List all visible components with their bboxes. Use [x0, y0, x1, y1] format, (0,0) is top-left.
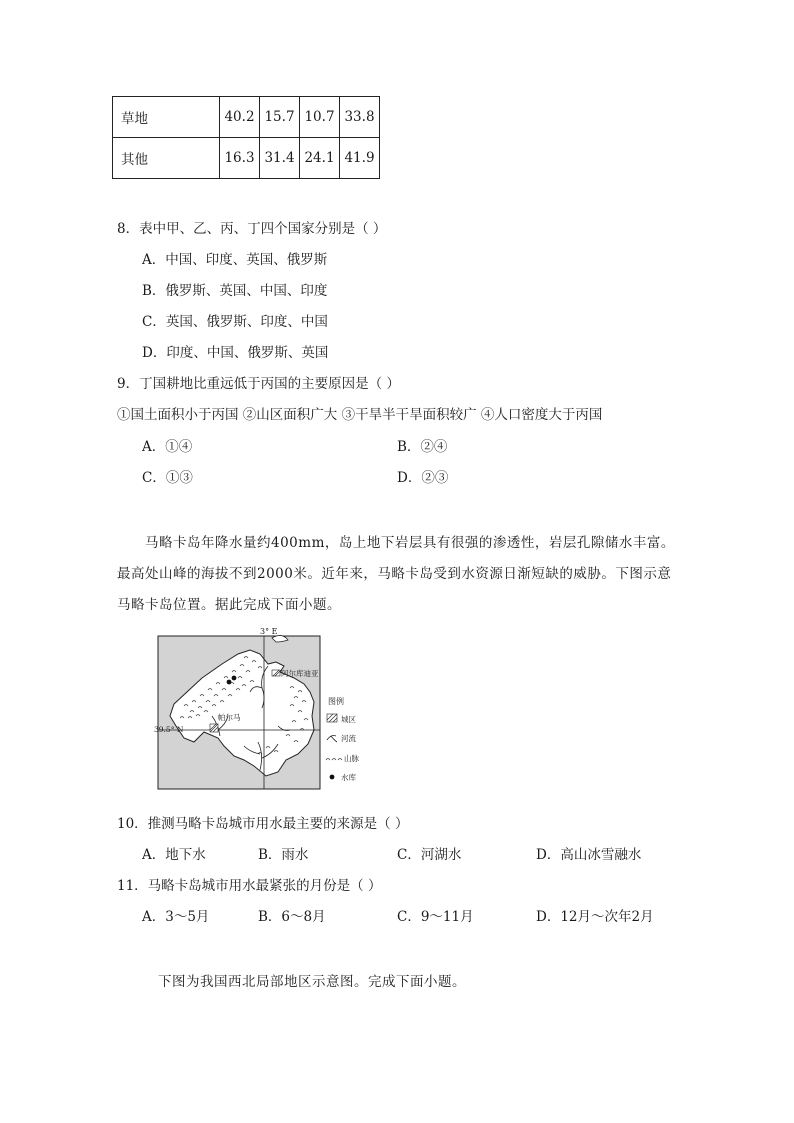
legend-label: 城区 — [341, 715, 356, 724]
question-10-option-a: A．地下水 — [142, 847, 206, 863]
table-cell: 41.9 — [340, 138, 380, 179]
mallorca-map — [154, 626, 380, 791]
table-cell: 31.4 — [260, 138, 300, 179]
table-row — [113, 138, 380, 179]
question-11-option-d: D．12月～次年2月 — [536, 909, 654, 925]
question-8-option-a: A．中国、印度、英国、俄罗斯 — [142, 252, 328, 268]
longitude-label: 3° E — [260, 627, 278, 636]
table-row — [113, 97, 380, 138]
table-cell: 15.7 — [260, 97, 300, 138]
city-label-palma: 帕尔马 — [218, 713, 241, 722]
table-cell: 24.1 — [300, 138, 340, 179]
question-9-option-d: D．②③ — [397, 470, 449, 486]
table-cell: 33.8 — [340, 97, 380, 138]
question-9-option-a: A．①④ — [142, 439, 193, 455]
legend-title: 图例 — [328, 697, 344, 706]
question-11-option-b: B．6～8月 — [258, 909, 326, 925]
legend-label: 山脉 — [344, 754, 359, 763]
question-11-stem: 11．马略卡岛城市用水最紧张的月份是（ ） — [117, 878, 382, 894]
city-label-alcudia: 阿尔库迪亚 — [281, 669, 319, 678]
table-cell: 10.7 — [300, 97, 340, 138]
row-label: 其他 — [113, 138, 220, 179]
question-8-option-c: C．英国、俄罗斯、印度、中国 — [142, 314, 328, 330]
passage-line-1: 马略卡岛年降水量约400mm，岛上地下岩层具有很强的渗透性，岩层孔隙储水丰富。 — [145, 535, 675, 551]
next-section-intro: 下图为我国西北局部地区示意图。完成下面小题。 — [158, 974, 466, 990]
question-8-option-d: D．印度、中国、俄罗斯、英国 — [142, 345, 329, 361]
question-10-option-d: D．高山冰雪融水 — [536, 847, 642, 863]
passage-line-2: 最高处山峰的海拔不到2000米。近年来，马略卡岛受到水资源日渐短缺的威胁。下图示意 — [117, 566, 672, 582]
question-8-option-b: B．俄罗斯、英国、中国、印度 — [142, 283, 328, 299]
row-label: 草地 — [113, 97, 220, 138]
reservoir-dot — [227, 680, 232, 685]
question-10-option-c: C．河湖水 — [397, 847, 462, 863]
table-cell: 16.3 — [220, 138, 260, 179]
question-10-option-b: B．雨水 — [258, 847, 309, 863]
land-use-table — [112, 96, 380, 179]
question-8-stem: 8．表中甲、乙、丙、丁四个国家分别是（ ） — [117, 221, 387, 237]
passage-line-3: 马略卡岛位置。据此完成下面小题。 — [117, 597, 341, 613]
question-9-option-b: B．②④ — [397, 439, 448, 455]
reservoir-dot — [232, 676, 237, 681]
question-9-statements: ①国土面积小于丙国 ②山区面积广大 ③干旱半干旱面积较广 ④人口密度大于丙国 — [117, 407, 603, 423]
question-9-stem: 9．丁国耕地比重远低于丙国的主要原因是（ ） — [117, 376, 400, 392]
latitude-label: 39.5° N — [154, 725, 184, 734]
question-9-option-c: C．①③ — [142, 470, 193, 486]
question-11-option-c: C．9～11月 — [397, 909, 474, 925]
legend-label: 河流 — [341, 734, 356, 743]
table-cell: 40.2 — [220, 97, 260, 138]
legend-label: 水库 — [341, 773, 356, 782]
question-11-option-a: A．3～5月 — [142, 909, 210, 925]
question-10-stem: 10．推测马略卡岛城市用水最主要的来源是（ ） — [117, 816, 409, 832]
